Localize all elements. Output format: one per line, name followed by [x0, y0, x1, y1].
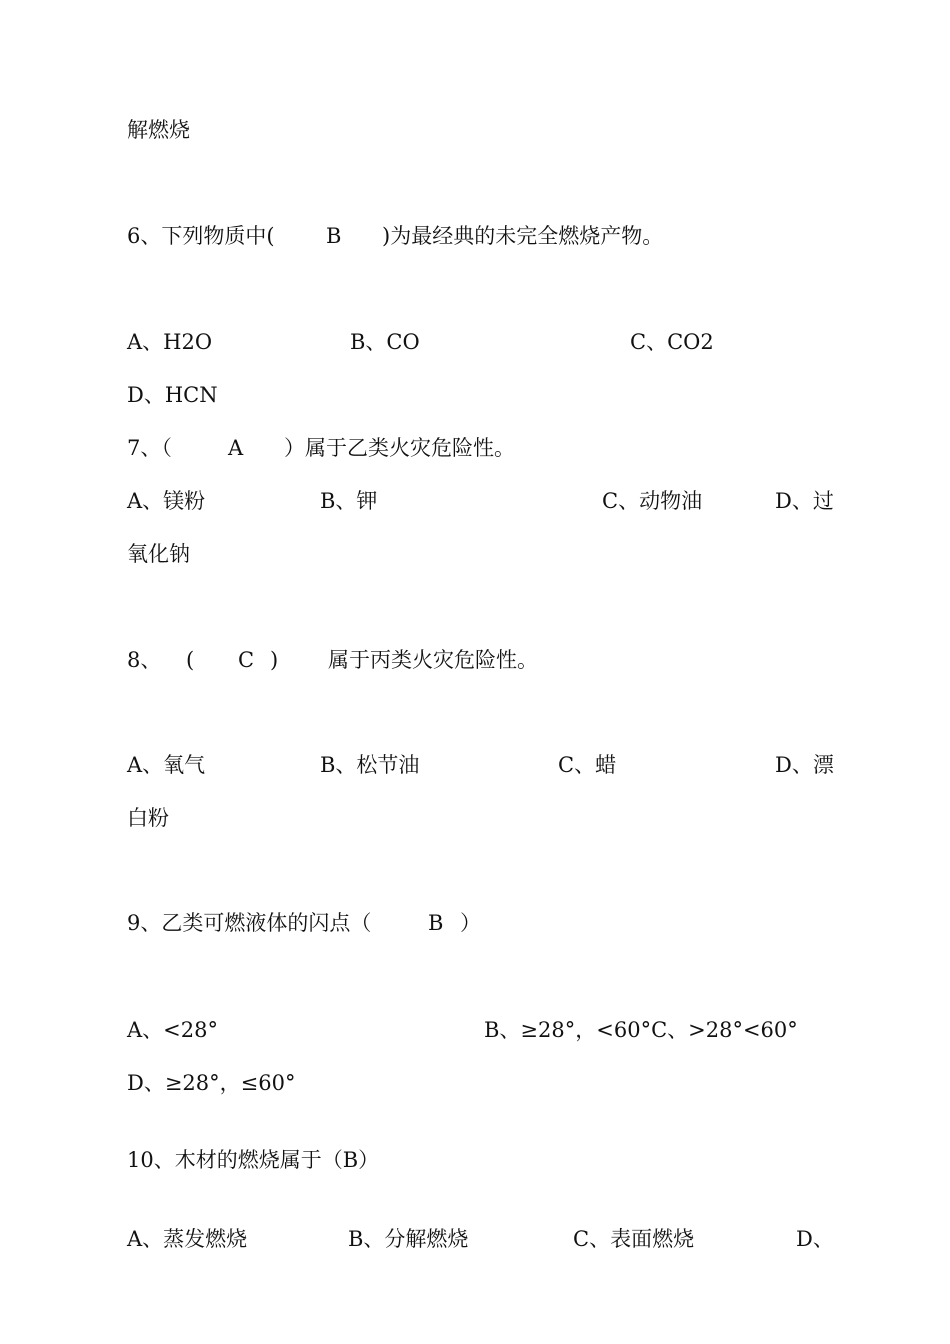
- question-answer: B: [428, 911, 444, 935]
- option-a: A、蒸发燃烧: [127, 1227, 248, 1251]
- option-c: C、表面燃烧: [573, 1227, 695, 1251]
- option-d: D、漂: [775, 753, 834, 777]
- option-b-c: B、≥28°，<60°C、>28°<60°: [484, 1018, 798, 1042]
- continuation-text: 解燃烧: [127, 118, 190, 142]
- option-c: C、CO2: [630, 330, 714, 354]
- option-b: B、松节油: [320, 753, 420, 777]
- option-d: D、: [796, 1227, 834, 1251]
- question-answer: A: [228, 436, 244, 460]
- question-paren-close: ): [270, 648, 279, 672]
- option-b: B、分解燃烧: [348, 1227, 469, 1251]
- question-tail: ）: [460, 911, 481, 935]
- question-answer: B: [326, 224, 342, 248]
- option-d: D、HCN: [127, 383, 218, 407]
- option-c: C、蜡: [558, 753, 617, 777]
- option-c: C、动物油: [602, 489, 703, 513]
- option-d-continuation: 氧化钠: [127, 542, 190, 566]
- question-stem: 10、木材的燃烧属于（B）: [127, 1148, 380, 1172]
- question-tail: ）属于乙类火灾危险性。: [284, 436, 515, 460]
- option-a: A、镁粉: [127, 489, 206, 513]
- option-b: B、CO: [350, 330, 420, 354]
- question-paren-open: (: [186, 648, 195, 672]
- question-stem: 8、: [127, 648, 162, 672]
- question-tail: )为最经典的未完全燃烧产物。: [382, 224, 664, 248]
- option-b: B、钾: [320, 489, 378, 513]
- question-stem: 6、下列物质中(: [127, 224, 275, 248]
- option-d: D、过: [775, 489, 834, 513]
- question-stem: 9、乙类可燃液体的闪点（: [127, 911, 372, 935]
- option-a: A、H2O: [127, 330, 213, 354]
- question-stem: 7、（: [127, 436, 172, 460]
- option-a: A、<28°: [127, 1018, 218, 1042]
- option-a: A、氧气: [127, 753, 206, 777]
- question-tail: 属于丙类火灾危险性。: [328, 648, 538, 672]
- option-d-continuation: 白粉: [127, 806, 169, 830]
- option-d: D、≥28°，≤60°: [127, 1071, 296, 1095]
- question-answer: C: [238, 648, 255, 672]
